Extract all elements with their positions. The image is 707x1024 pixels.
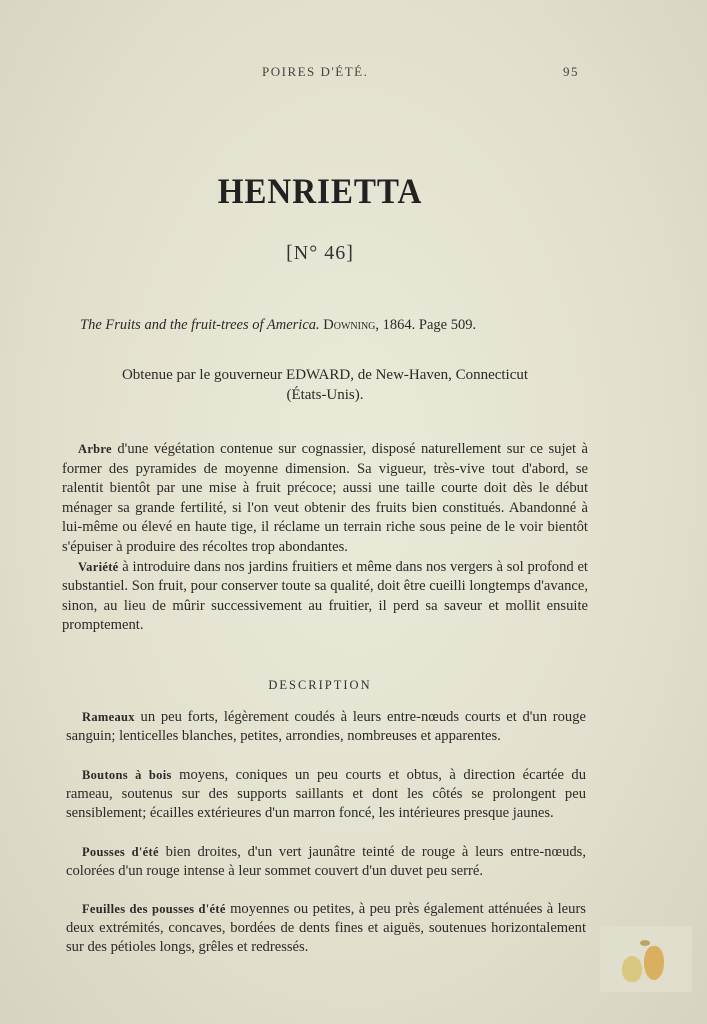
variety-number: [N° 46] — [286, 242, 354, 264]
description-lead: Boutons à bois — [82, 768, 172, 782]
paragraph-variete — [62, 558, 588, 636]
description-text: un peu forts, légèrement coudés à leurs entre-nœuds courts et d'un rouge sanguin; lenticelles blanches, petites, arrondies, nombreuses et apparentes. — [66, 709, 586, 744]
section-heading: DESCRIPTION — [268, 678, 372, 692]
running-head-title: POIRES D'ÉTÉ. — [262, 64, 369, 79]
reference-details: 1864. Page 509. — [382, 317, 477, 333]
description-rameaux — [66, 708, 586, 746]
description-pousses — [66, 843, 586, 881]
description-text: moyennes ou petites, à peu près également atténuées à leurs deux extrémités, concaves, bordées de dents fines et aiguës, soutenues horizontalement sur des pétioles longs, grêles et redressés. — [66, 901, 586, 955]
description-text: bien droites, d'un vert jaunâtre teinté de rouge à leurs entre-nœuds, colorées d'un rouge intense à leur sommet couvert d'un duvet peu serré. — [66, 844, 586, 879]
description-lead: Rameaux — [82, 710, 135, 724]
origin-line-1: Obtenue par le gouverneur EDWARD, de New-Haven, Connecticut — [121, 367, 529, 383]
description-lead: Pousses d'été — [82, 845, 159, 859]
paragraph-text: à introduire dans nos jardins fruitiers et même dans nos vergers à sol profond et substantiel. Son fruit, pour conserver toute sa qualité, doit être cueilli longtemps d'avance, sinon, au lieu de mûrir successivement au fruitier, il perd sa saveur et mollit ensuite promptement. — [62, 558, 588, 634]
page-number: 95 — [563, 64, 579, 79]
bibliographic-reference — [80, 317, 476, 334]
paragraph-arbre — [62, 440, 588, 558]
leaf-shape — [640, 940, 650, 946]
description-boutons — [66, 766, 586, 823]
description-feuilles — [66, 900, 586, 957]
variety-title: HENRIETTA — [217, 171, 423, 211]
pear-shape — [644, 946, 664, 980]
main-text — [62, 440, 588, 636]
reference-title: The Fruits and the fruit-trees of America. — [80, 317, 320, 333]
paragraph-lead: Variété — [78, 559, 119, 574]
reference-author: Downing, — [323, 317, 380, 333]
description-lead: Feuilles des pousses d'été — [82, 902, 226, 916]
description-text: moyens, coniques un peu courts et obtus, à direction écartée du rameau, soutenus sur des supports saillants et dont les côtés se prolongent peu sensiblement; écailles extérieures d'un marron foncé, les intérieures presque jaunes. — [66, 767, 586, 821]
origin-note — [62, 365, 588, 405]
origin-line-2: (États-Unis). — [286, 387, 364, 403]
paragraph-text: d'une végétation contenue sur cognassier, disposé naturellement sur ce sujet à former des pyramides de moyenne dimension. Sa vigueur, très-vive tout d'abord, se ralentit bientôt par une mise à fruit précoce; aussi une taille courte doit dès le début ménager sa grande fertilité, si l'on veut obtenir des fruits bien constitués. Abandonné à lui-même ou élevé en haute tige, il réclame un terrain riche sous peine de le voir bientôt s'épuiser à produire des récoltes trop abondantes. — [62, 441, 588, 555]
pear-shape — [622, 956, 642, 982]
paragraph-lead: Arbre — [78, 442, 112, 456]
pear-thumbnail-image — [600, 926, 692, 992]
